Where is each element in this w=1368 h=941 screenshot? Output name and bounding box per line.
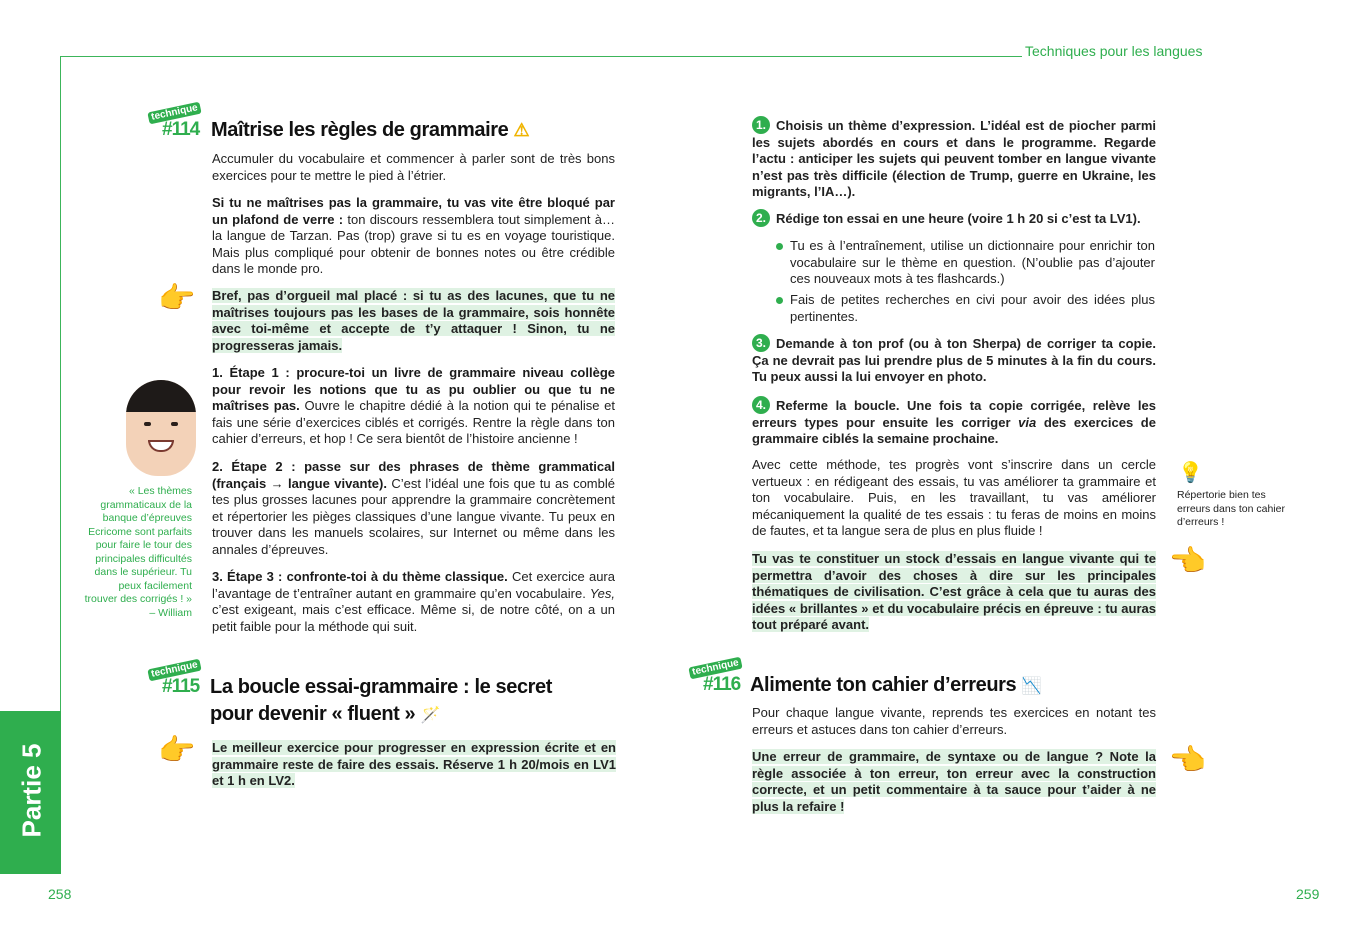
- step-3: [752, 334, 1156, 386]
- text: Referme la boucle. Une fois ta copie corrigée, relève les erreurs types pour ensuite les corriger: [752, 398, 1156, 430]
- pointing-hand-icon: 👉: [1170, 744, 1208, 777]
- page-number-right: 259: [1296, 886, 1320, 902]
- warning-icon: ⚠: [513, 120, 530, 140]
- technique-tag: technique: [147, 102, 202, 125]
- running-header: Techniques pour les langues: [1025, 43, 1203, 59]
- step-1: [752, 116, 1156, 201]
- section-title: [211, 119, 529, 142]
- step-number-badge: 1.: [752, 116, 770, 134]
- paragraph: [212, 195, 615, 278]
- step-2: [212, 459, 615, 558]
- bold-text: Si tu ne maîtrises pas la grammaire, tu vas vite être bloqué par un plafond de verre :: [212, 195, 615, 227]
- paragraph: Pour chaque langue vivante, reprends tes exercices en notant tes erreurs et astuces dans ton cahier d’erreurs.: [752, 705, 1156, 737]
- text: Ouvre le chapitre dédié à la notion qui te pénalise et fais une série d’exercices ciblés et corrigés. Rentre la règle dans ton cahier d’erreurs, et hop ! Ce sera bientôt de l’histoire ancienne !: [212, 398, 615, 446]
- technique-tag: technique: [147, 659, 202, 682]
- paragraph: Avec cette méthode, tes progrès vont s’inscrire dans un cercle vertueux : en rédigeant des essais, tu vas améliorer ta grammaire et ton vocabulaire. Puis, en les travaillant, tu vas améliorer mécaniquement la qualité de tes essais : tu feras de moins en moins de fautes, et ta langue sera de plus en plus fluide !: [752, 457, 1156, 538]
- bold-text: 3. Étape 3 : confronte-toi à du thème classique.: [212, 569, 508, 584]
- italic-text: Yes,: [589, 585, 615, 601]
- text: des exercices de grammaire ciblés la semaine prochaine.: [752, 414, 1156, 446]
- highlight-box: [212, 740, 616, 790]
- highlight-box: [212, 288, 615, 354]
- text: Choisis un thème d’expression. L’idéal est de piocher parmi les sujets abordés en cours et dans le programme. Regarde l’actu : anticiper les sujets qui peuvent tomber en langue vivante n’est pas très difficile (élection de Trump, guerre en Ukraine, les migrants, l’IA…).: [752, 118, 1156, 199]
- pointing-hand-icon: 👉: [158, 282, 196, 315]
- chart-down-icon: 📉: [1021, 678, 1041, 695]
- section-tab-label: Partie 5: [16, 743, 47, 838]
- magic-wand-icon: 🪄: [420, 707, 440, 724]
- avatar: [126, 380, 196, 476]
- highlight-text: Une erreur de grammaire, de syntaxe ou de langue ? Note la règle associée à ton erreur, ton erreur avec la construction correcte, et un petit commentaire à ta sauce pour t’aider à ne plus la refaire !: [752, 749, 1156, 814]
- highlight-box: [752, 749, 1156, 815]
- step-3: [212, 569, 615, 635]
- pointing-hand-icon: 👉: [158, 734, 196, 767]
- section-title: [750, 674, 1041, 697]
- technique-tag: technique: [688, 657, 743, 680]
- section-title-text: pour devenir « fluent »: [210, 703, 416, 725]
- technique-number: #114: [162, 119, 200, 140]
- text: Cet exercice aura l’avantage de t’entraîner autant en grammaire qu’en vocabulaire.: [212, 569, 615, 601]
- side-note: Répertorie bien tes erreurs dans ton cahier d’erreurs !: [1177, 489, 1285, 528]
- pointing-hand-icon: 👉: [1170, 545, 1208, 578]
- testimonial-quote: « Les thèmes grammaticaux de la banque d’épreuves Ecricome sont parfaits pour faire le tour des principales difficultés dans le supérieur. Tu peux facilement trouver des corrigés ! » – William: [84, 485, 192, 619]
- lightbulb-icon: 💡: [1178, 462, 1203, 484]
- italic-text: via: [1018, 414, 1037, 430]
- text: Rédige ton essai en une heure (voire 1 h 20 si c’est ta LV1).: [776, 211, 1141, 226]
- text: Tu es à l’entraînement, utilise un dictionnaire pour enrichir ton vocabulaire sur le thème en question. (N’oublie pas d’ajouter ces nouveaux mots à tes flashcards.): [790, 238, 1155, 286]
- section-title-text: Alimente ton cahier d’erreurs: [750, 674, 1017, 696]
- highlight-box: [752, 551, 1156, 634]
- left-rule: [60, 56, 61, 711]
- technique-number: #115: [162, 676, 200, 697]
- highlight-text: Tu vas te constituer un stock d’essais en langue vivante qui te permettra d’avoir des choses à dire sur les principales thématiques de civilisation. C’est grâce à cela que tu auras des idées « brillantes » et du vocabulaire précis en épreuve : tu auras tout préparé avant.: [752, 551, 1156, 632]
- page-number-left: 258: [48, 886, 72, 902]
- paragraph: Accumuler du vocabulaire et commencer à parler sont de très bons exercices pour te mettre le pied à l’étrier.: [212, 151, 615, 183]
- section-title: La boucle essai-grammaire : le secret: [210, 676, 553, 698]
- section-title-line2: [210, 703, 440, 726]
- text: C’est l’idéal une fois que tu as comblé tes plus grosses lacunes pour apprendre la grammaire concrètement et répertorier les pièges classiques d’une langue vivante. Tu peux en trouver dans les manuels scolaires, sur Internet ou même dans les annales d’épreuves.: [212, 475, 615, 557]
- text: c’est exigeant, mais c’est efficace. Même si, de notre côté, on a un petit faible pour la méthode qui suit.: [212, 602, 615, 634]
- highlight-text: Bref, pas d’orgueil mal placé : si tu as des lacunes, que tu ne maîtrises toujours pas les bases de la grammaire, sois honnête avec toi-même et accepte de t’y attaquer ! Sinon, tu ne progresseras jamais.: [212, 288, 615, 353]
- step-4: [752, 396, 1156, 448]
- step-2: [752, 209, 1156, 228]
- list-item: [790, 292, 1155, 325]
- technique-number: #116: [703, 674, 741, 695]
- section-title-text: Maîtrise les règles de grammaire: [211, 119, 509, 141]
- step-number-badge: 3.: [752, 334, 770, 352]
- highlight-text: Le meilleur exercice pour progresser en expression écrite et en grammaire reste de faire des essais. Réserve 1 h 20/mois en LV1 et 1 h en LV2.: [212, 740, 616, 788]
- bold-text: 1. Étape 1 : procure-toi un livre de grammaire niveau collège pour revoir les notions que tu as pu oublier ou que tu ne maîtrises pas.: [212, 365, 615, 413]
- list-item: [790, 238, 1155, 288]
- bold-text: 2. Étape 2 : passe sur des phrases de thème grammatical (français → langue vivante).: [212, 459, 615, 491]
- text: Fais de petites recherches en civi pour avoir des idées plus pertinentes.: [790, 292, 1155, 324]
- step-number-badge: 4.: [752, 396, 770, 414]
- text: ton discours ressemblera tout simplement à… la langue de Tarzan. Pas (trop) grave si tu es en voyage touristique. Mais plus compliqué pour obtenir de bonnes notes ou être crédible dans le monde pro.: [212, 211, 615, 276]
- section-tab: [0, 711, 61, 874]
- top-rule: [60, 56, 1022, 57]
- step-1: [212, 365, 615, 448]
- step-number-badge: 2.: [752, 209, 770, 227]
- text: Demande à ton prof (ou à ton Sherpa) de corriger ta copie. Ça ne devrait pas lui prendre plus de 5 minutes à la fin du cours. Tu peux aussi la lui envoyer en photo.: [752, 336, 1156, 384]
